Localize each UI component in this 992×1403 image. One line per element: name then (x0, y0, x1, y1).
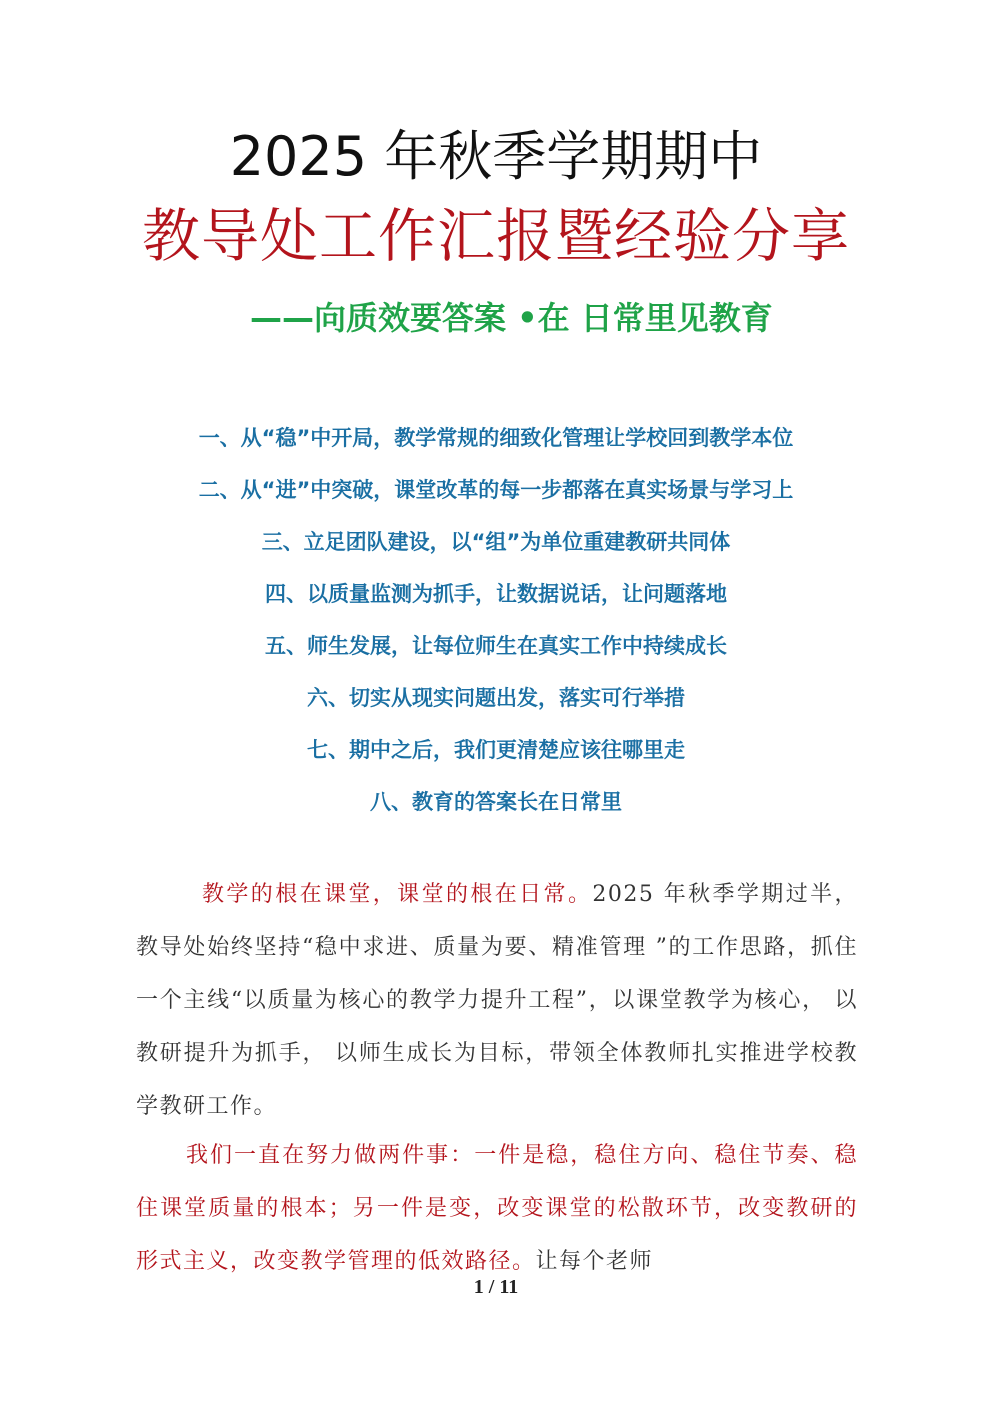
outline-item: 四、以质量监测为抓手，让数据说话，让问题落地 (265, 582, 727, 606)
title-line-1: 2025 年秋季学期期中 (229, 125, 763, 188)
paragraph-2-text: 让每个老师 (535, 1249, 654, 1274)
body-paragraph-2 (136, 1129, 858, 1288)
paragraph-2-highlight: 我们一直在努力做两件事：一件是稳，稳住方向、稳住节奏、稳住课堂质量的根本；另一件是变，改变课堂的松散环节，改变教研的形式主义，改变教学管理的低效路径。 (136, 1143, 858, 1274)
outline-item: 三、立足团队建设，以“组”为单位重建教研共同体 (261, 530, 731, 554)
outline-item: 五、师生发展，让每位师生在真实工作中持续成长 (265, 634, 727, 658)
outline-item: 八、教育的答案长在日常里 (370, 790, 622, 814)
paragraph-1-text: 2025 年秋季学期过半，教导处始终坚持“稳中求进、质量为要、精准管理 ”的工作思路，抓住一个主线“以质量为核心的教学力提升工程”，以课堂教学为核心， 以教研提升为抓手， 以师生成长为目标，带领全体教师扎实推进学校教学教研工作。 (136, 882, 858, 1119)
outline-list (0, 412, 992, 828)
outline-item: 二、从“进”中突破，课堂改革的每一步都落在真实场景与学习上 (198, 478, 794, 502)
subtitle: ——向质效要答案 •在 日常里见教育 (250, 299, 773, 337)
paragraph-1-highlight: 教学的根在课堂，课堂的根在日常。 (202, 882, 593, 907)
title-line-2: 教导处工作汇报暨经验分享 (141, 202, 850, 270)
page-number: 1 / 11 (473, 1276, 519, 1298)
outline-item: 七、期中之后，我们更清楚应该往哪里走 (307, 738, 685, 762)
body-paragraph-1 (136, 868, 858, 1133)
outline-item: 六、切实从现实问题出发，落实可行举措 (307, 686, 685, 710)
outline-item: 一、从“稳”中开局，教学常规的细致化管理让学校回到教学本位 (198, 426, 794, 450)
